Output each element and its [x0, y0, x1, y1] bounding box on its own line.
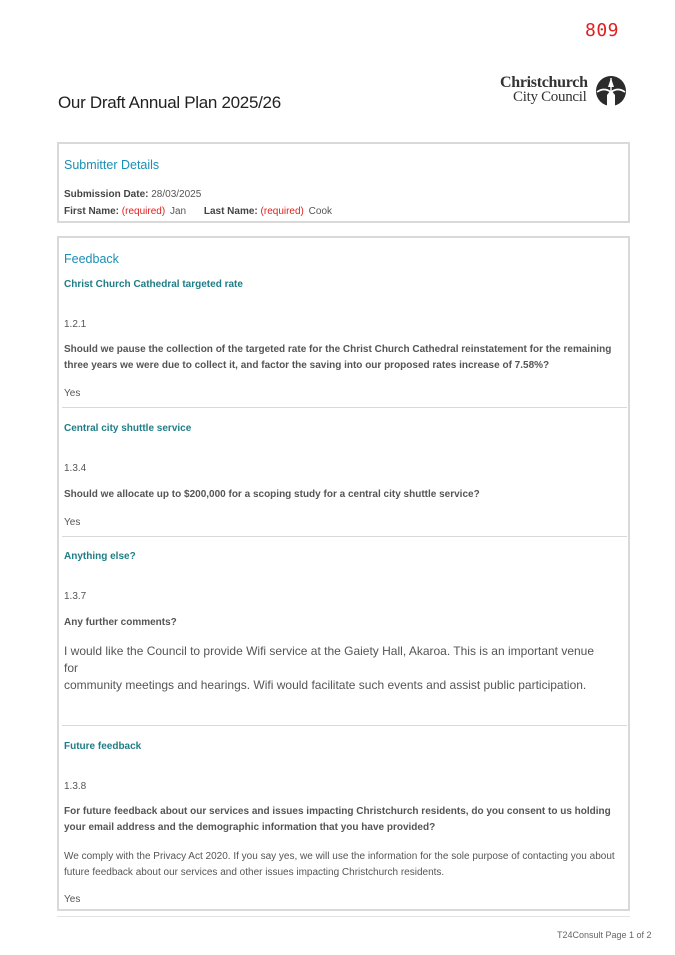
feedback-panel [57, 236, 630, 911]
submission-date-value: 28/03/2025 [151, 189, 202, 200]
first-name-required: (required) [121, 206, 166, 217]
first-name-label: First Name: [64, 206, 120, 217]
question-line: your email address and the demographic information that you have provided? [64, 822, 436, 833]
comment-line: community meetings and hearings. Wifi would facilitate such events and assist public participation. [64, 678, 587, 692]
footer-divider [57, 916, 630, 917]
comment-answer [64, 643, 609, 694]
answer-text: Yes [64, 517, 81, 528]
last-name-value: Cook [308, 206, 333, 217]
logo-line2: City Council [513, 89, 587, 105]
feedback-heading: Feedback [64, 252, 119, 266]
question-text [64, 342, 624, 374]
question-line: three years we were due to collect it, and factor the saving into our proposed rates increase of 7.58%? [64, 360, 550, 371]
first-name-value: Jan [169, 206, 187, 217]
section-title-anything-else: Anything else? [64, 551, 136, 562]
last-name-required: (required) [260, 206, 304, 217]
submission-date-row [64, 189, 201, 200]
document-title: Our Draft Annual Plan 2025/26 [58, 93, 281, 112]
submitter-details-panel [57, 142, 630, 223]
question-line: Any further comments? [64, 617, 177, 628]
section-title-shuttle: Central city shuttle service [64, 423, 192, 434]
page-number: 809 [585, 20, 620, 41]
question-line: Should we pause the collection of the targeted rate for the Christ Church Cathedral reinstatement for the remaining [64, 344, 612, 355]
submission-date-label: Submission Date: [64, 189, 149, 200]
section-divider [62, 725, 627, 726]
last-name-label: Last Name: [203, 206, 258, 217]
privacy-note-line: future feedback about our services and other issues impacting Christchurch residents. [64, 867, 445, 878]
question-text [64, 804, 624, 836]
question-number: 1.3.4 [64, 463, 87, 474]
question-number: 1.3.8 [64, 781, 87, 792]
cathedral-logo-icon [595, 75, 627, 107]
section-title-cathedral: Christ Church Cathedral targeted rate [64, 279, 243, 290]
question-text [64, 487, 624, 503]
privacy-note [64, 849, 619, 881]
answer-text: Yes [64, 388, 81, 399]
question-number: 1.2.1 [64, 319, 87, 330]
section-divider [62, 407, 627, 408]
logo-line1: Christchurch [500, 74, 588, 91]
page-footer: T24Consult Page 1 of 2 [557, 930, 652, 940]
submitter-details-heading: Submitter Details [64, 158, 160, 172]
name-row [64, 206, 332, 217]
section-title-future-feedback: Future feedback [64, 741, 142, 752]
question-number: 1.3.7 [64, 591, 87, 602]
question-line: For future feedback about our services and issues impacting Christchurch residents, do you consent to us holding [64, 806, 611, 817]
privacy-note-line: We comply with the Privacy Act 2020. If you say yes, we will use the information for the sole purpose of contacting you about [64, 851, 615, 862]
question-text [64, 615, 624, 631]
section-divider [62, 536, 627, 537]
council-logo [500, 74, 630, 108]
answer-text: Yes [64, 894, 81, 905]
question-line: Should we allocate up to $200,000 for a scoping study for a central city shuttle service? [64, 489, 480, 500]
comment-line: I would like the Council to provide Wifi service at the Gaiety Hall, Akaroa. This is an important venue for [64, 644, 595, 675]
